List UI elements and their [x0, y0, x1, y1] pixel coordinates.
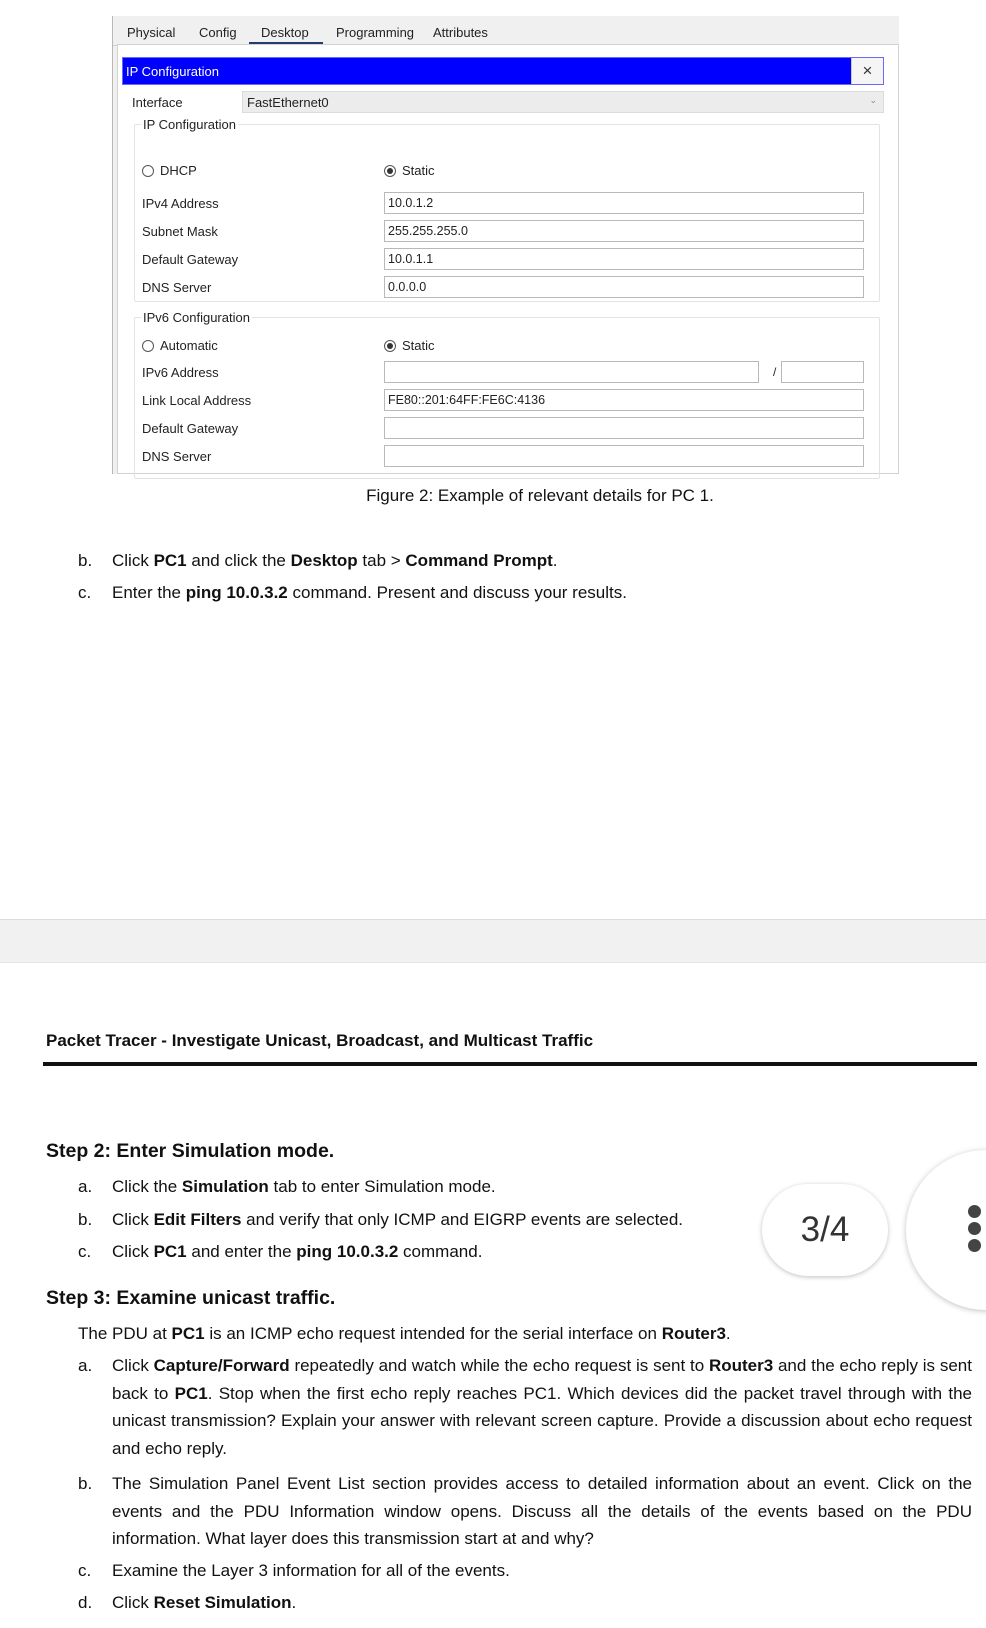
- page-indicator: [762, 1184, 888, 1276]
- step3-item-a: [112, 1352, 972, 1462]
- step2-heading: Step 2: Enter Simulation mode.: [46, 1140, 335, 1162]
- dhcp-label: DHCP: [160, 163, 197, 178]
- text: . Stop when the first echo reply reaches PC1. Which devices did the packet travel through with the unicast transmission? Explain your answer with relevant screen capture. Provide a discussion about echo request and echo reply.: [112, 1383, 972, 1458]
- text: tab to enter Simulation mode.: [268, 1177, 496, 1196]
- bold-text: Command Prompt: [405, 551, 553, 570]
- step3-heading: Step 3: Examine unicast traffic.: [46, 1287, 336, 1309]
- pt-tab-bar: [113, 16, 899, 46]
- text: and click the: [186, 551, 291, 570]
- text: Click: [112, 1242, 154, 1261]
- bold-text: Router3: [661, 1324, 726, 1343]
- step3-intro: [78, 1324, 731, 1344]
- list-marker: b.: [78, 1474, 93, 1493]
- static6-label: Static: [402, 338, 435, 353]
- static-radio[interactable]: [384, 163, 435, 178]
- list-marker: c.: [78, 1561, 92, 1580]
- default-gateway6-label: Default Gateway: [142, 421, 239, 436]
- figure-caption: Figure 2: Example of relevant details for PC 1.: [366, 486, 714, 505]
- subnet-mask-label: Subnet Mask: [142, 224, 218, 239]
- tab-attributes[interactable]: Attributes: [433, 25, 488, 40]
- tab-physical[interactable]: Physical: [127, 25, 176, 40]
- bold-text: ping 10.0.3.2: [185, 583, 288, 602]
- step3-item-d: [112, 1593, 296, 1613]
- tab-config[interactable]: Config: [199, 25, 237, 40]
- ipv6-prefix-field[interactable]: [781, 361, 864, 383]
- step3-item-c: Examine the Layer 3 information for all of the events.: [112, 1561, 510, 1580]
- text: Click: [112, 551, 154, 570]
- default-gateway6-field[interactable]: [384, 417, 864, 439]
- bold-text: PC1: [153, 1242, 187, 1261]
- dns-server-field[interactable]: 0.0.0.0: [384, 276, 864, 298]
- tab-programming[interactable]: Programming: [336, 25, 415, 40]
- text: .: [291, 1593, 297, 1612]
- dns-server6-label: DNS Server: [142, 449, 212, 464]
- default-gateway-label: Default Gateway: [142, 252, 239, 267]
- text: The PDU at: [78, 1324, 172, 1343]
- bold-text: Simulation: [181, 1177, 269, 1196]
- link-local-label: Link Local Address: [142, 393, 252, 408]
- dot: [968, 1205, 981, 1218]
- static-label: Static: [402, 163, 435, 178]
- bold-text: Router3: [708, 1356, 774, 1375]
- text: Click: [112, 1593, 154, 1612]
- default-gateway-field[interactable]: 10.0.1.1: [384, 248, 864, 270]
- text: repeatedly and watch while the echo request is sent to: [289, 1356, 709, 1375]
- ipv4-group-title: IP Configuration: [143, 117, 236, 132]
- list-marker: c.: [78, 583, 92, 602]
- header-rule: [43, 1062, 977, 1066]
- radio-selected-icon: [384, 165, 396, 177]
- bold-text: Reset Simulation: [153, 1593, 292, 1612]
- bold-text: PC1: [153, 551, 187, 570]
- radio-off-icon: [142, 340, 154, 352]
- bold-text: Edit Filters: [153, 1210, 242, 1229]
- bold-text: PC1: [174, 1383, 208, 1403]
- pt-ip-configuration-window: [112, 16, 898, 474]
- close-icon: ×: [862, 61, 873, 80]
- ipv6-group-title: IPv6 Configuration: [143, 310, 250, 325]
- ip-config-titlebar: [122, 57, 884, 85]
- text: Click the: [112, 1177, 182, 1196]
- text: is an ICMP echo request intended for the serial interface on: [204, 1324, 662, 1343]
- instruction-b: [112, 551, 557, 571]
- step2-item-a: [112, 1177, 496, 1197]
- dhcp-radio[interactable]: [142, 163, 197, 178]
- instruction-c: [112, 583, 627, 603]
- dot: [968, 1222, 981, 1235]
- document-header-title: Packet Tracer - Investigate Unicast, Broadcast, and Multicast Traffic: [46, 1031, 594, 1050]
- text: and the echo reply is sent back to: [112, 1356, 972, 1403]
- radio-off-icon: [142, 165, 154, 177]
- bold-text: Capture/Forward: [153, 1356, 290, 1375]
- text: Enter the: [112, 583, 186, 602]
- ipv4-address-label: IPv4 Address: [142, 196, 219, 211]
- bold-text: PC1: [171, 1324, 205, 1343]
- text: .: [725, 1324, 731, 1343]
- list-marker: b.: [78, 1210, 93, 1229]
- text: tab >: [357, 551, 406, 570]
- interface-value: FastEthernet0: [247, 95, 329, 110]
- link-local-field[interactable]: FE80::201:64FF:FE6C:4136: [384, 389, 864, 411]
- text: Click: [112, 1210, 154, 1229]
- ip-config-title: IP Configuration: [126, 64, 219, 79]
- text: and enter the: [186, 1242, 297, 1261]
- bold-text: ping 10.0.3.2: [296, 1242, 399, 1261]
- list-marker: d.: [78, 1593, 93, 1612]
- dns-server6-field[interactable]: [384, 445, 864, 467]
- dns-server-label: DNS Server: [142, 280, 212, 295]
- list-marker: a.: [78, 1177, 93, 1196]
- automatic-radio[interactable]: [142, 338, 218, 353]
- bold-text: Desktop: [290, 551, 358, 570]
- ipv6-address-label: IPv6 Address: [142, 365, 219, 380]
- text: and verify that only ICMP and EIGRP events are selected.: [241, 1210, 684, 1229]
- step2-item-b: [112, 1210, 683, 1230]
- interface-select[interactable]: [242, 91, 884, 113]
- page-indicator-text: 3/4: [800, 1210, 850, 1249]
- ipv4-address-field[interactable]: 10.0.1.2: [384, 192, 864, 214]
- subnet-mask-field[interactable]: 255.255.255.0: [384, 220, 864, 242]
- chevron-down-icon: ⌄: [869, 95, 877, 105]
- step3-item-b: The Simulation Panel Event List section provides access to detailed information about an event. Click on the events and the PDU Information window opens. Discuss all the details of the events based on the PDU information. What layer does this transmission start at and why?: [112, 1474, 972, 1548]
- tab-desktop[interactable]: Desktop: [261, 25, 309, 40]
- prefix-separator: /: [773, 365, 777, 379]
- text: Click: [112, 1356, 154, 1375]
- list-marker: b.: [78, 551, 93, 570]
- radio-selected-icon: [384, 340, 396, 352]
- page-separator: [0, 919, 986, 963]
- dot: [968, 1239, 981, 1252]
- text: command.: [398, 1242, 483, 1261]
- list-marker: c.: [78, 1242, 92, 1261]
- close-button[interactable]: [851, 58, 883, 84]
- ipv6-address-field[interactable]: [384, 361, 759, 383]
- list-marker: a.: [78, 1356, 93, 1375]
- automatic-label: Automatic: [160, 338, 218, 353]
- more-vertical-icon: [968, 1205, 982, 1252]
- pt-panel: [117, 44, 899, 474]
- interface-label: Interface: [132, 95, 183, 110]
- step2-item-c: [112, 1242, 482, 1262]
- text: command. Present and discuss your results.: [287, 583, 627, 602]
- static6-radio[interactable]: [384, 338, 435, 353]
- text: .: [552, 551, 558, 570]
